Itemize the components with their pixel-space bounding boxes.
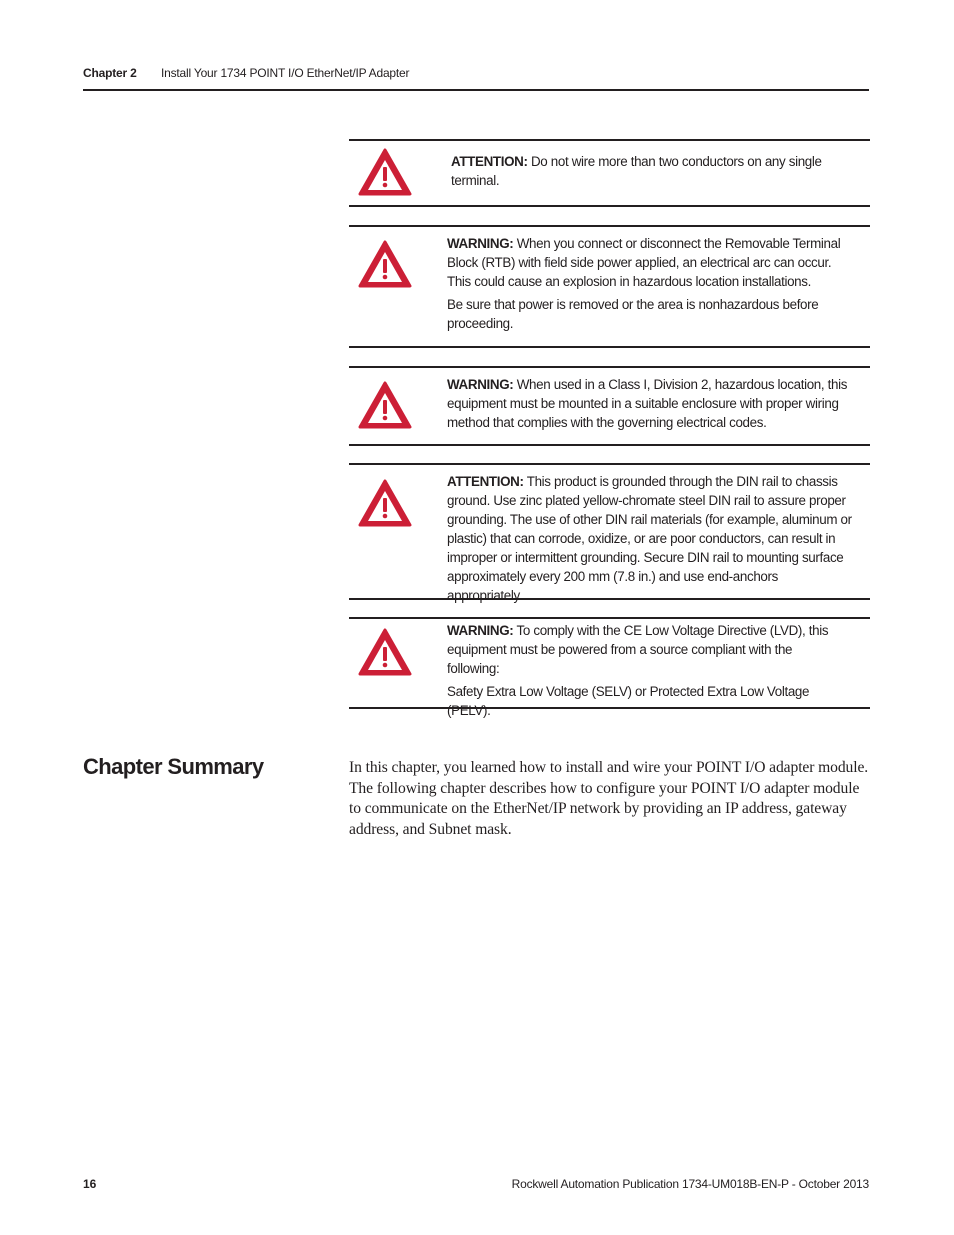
notice-text: When used in a Class I, Division 2, hazardous location, this equipment must be mounted in a suitable enclosure with proper wiring method that complies with the governing electrical codes. bbox=[447, 377, 848, 430]
chapter-label: Chapter 2 bbox=[83, 66, 137, 80]
warning-notice-lvd bbox=[349, 617, 870, 718]
attention-notice-grounding bbox=[349, 463, 870, 603]
notice-paragraph: Safety Extra Low Voltage (SELV) or Protected Extra Low Voltage (PELV). bbox=[447, 684, 810, 718]
notice-paragraph bbox=[447, 621, 846, 678]
notice-keyword: WARNING: bbox=[447, 377, 514, 392]
notice-keyword: WARNING: bbox=[447, 236, 514, 251]
warning-notice-rtb bbox=[349, 225, 870, 348]
chapter-title: Install Your 1734 POINT I/O EtherNet/IP Adapter bbox=[161, 66, 410, 80]
publication-footer: Rockwell Automation Publication 1734-UM018B-EN-P - October 2013 bbox=[511, 1177, 869, 1191]
notice-paragraph bbox=[447, 472, 856, 605]
notice-paragraph bbox=[447, 234, 856, 291]
notice-keyword: ATTENTION: bbox=[447, 474, 524, 489]
hazard-warning-icon bbox=[357, 478, 413, 528]
warning-notice-hazardous-location bbox=[349, 366, 870, 446]
page-number: 16 bbox=[83, 1177, 97, 1191]
notice-keyword: ATTENTION: bbox=[451, 154, 528, 169]
hazard-warning-icon bbox=[357, 627, 413, 677]
notice-text: To comply with the CE Low Voltage Directive (LVD), this equipment must be powered from a source compliant with the following: bbox=[447, 623, 829, 676]
notice-paragraph: Be sure that power is removed or the area is nonhazardous before proceeding. bbox=[447, 297, 819, 331]
hazard-warning-icon bbox=[357, 380, 413, 430]
header-rule bbox=[83, 89, 869, 91]
summary-paragraph: In this chapter, you learned how to install and wire your POINT I/O adapter module. The following chapter describes how to configure your POINT I/O adapter module to communicate on the EtherNet/IP network by providing an IP address, gateway address, and Subnet mask. bbox=[349, 759, 869, 838]
notice-text: When you connect or disconnect the Removable Terminal Block (RTB) with field side power applied, an electrical arc can occur. This could cause an explosion in hazardous location installations. bbox=[447, 236, 841, 289]
hazard-warning-icon bbox=[357, 239, 413, 289]
notice-keyword: WARNING: bbox=[447, 623, 514, 638]
section-heading: Chapter Summary bbox=[83, 754, 264, 779]
running-header bbox=[83, 66, 869, 80]
notice-paragraph bbox=[451, 152, 856, 190]
notice-paragraph bbox=[447, 375, 856, 432]
notice-text: Do not wire more than two conductors on any single terminal. bbox=[451, 154, 822, 188]
notice-text: This product is grounded through the DIN rail to chassis ground. Use zinc plated yellow-chromate steel DIN rail to assure proper grounding. The use of other DIN rail materials (for example, aluminum or plastic) that can corrode, oxidize, or are poor conductors, can result in improper or intermittent grounding. Secure DIN rail to mounting surface approximately every 200 mm (7.8 in.) and use end-anchors appropriately. bbox=[447, 474, 852, 603]
hazard-warning-icon bbox=[357, 147, 413, 197]
attention-notice-wiring bbox=[349, 139, 870, 207]
